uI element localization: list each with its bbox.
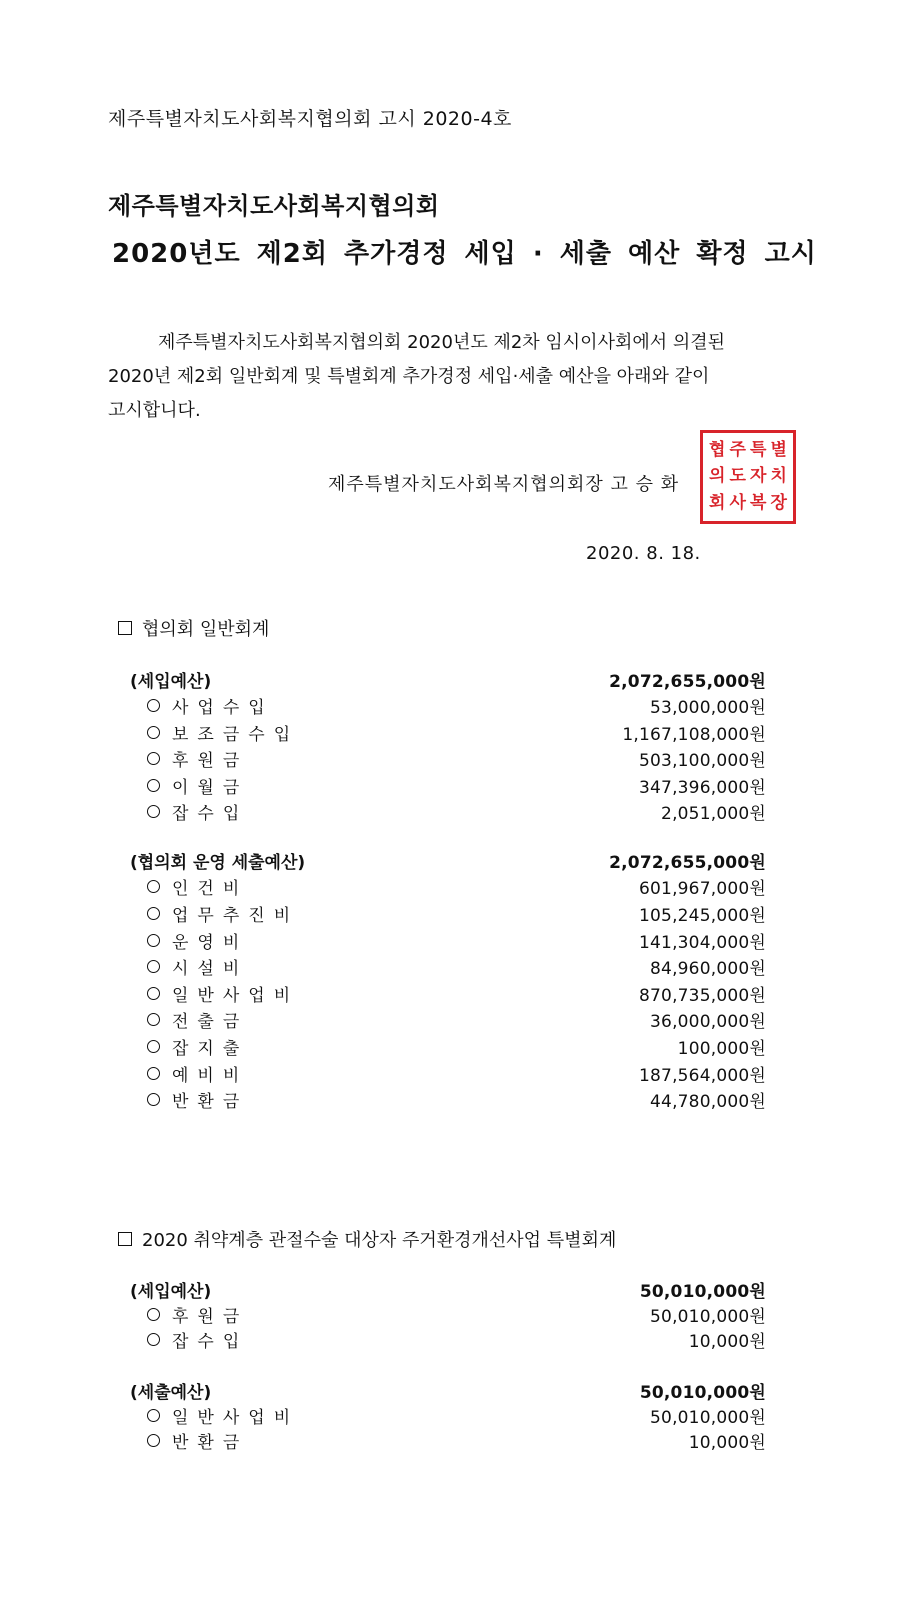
circle-bullet-icon bbox=[147, 779, 160, 792]
body-line-1: 제주특별자치도사회복지협의회 2020년도 제2차 임시이사회에서 의결된 bbox=[158, 332, 726, 353]
section-heading-text: 2020 취약계층 관절수술 대상자 주거환경개선사업 특별회계 bbox=[142, 1230, 617, 1251]
seal-characters: 협 주 특 별 의 도 자 치 회 사 복 장 bbox=[709, 439, 787, 514]
general-revenue-table bbox=[130, 666, 766, 825]
revenue-total-row bbox=[130, 1277, 766, 1302]
circle-bullet-icon bbox=[147, 987, 160, 1000]
list-item: 보조금수입 1,167,108,000원 bbox=[130, 719, 766, 746]
official-seal bbox=[700, 430, 796, 524]
circle-bullet-icon bbox=[147, 1067, 160, 1080]
list-item: 일반사업비 50,010,000원 bbox=[130, 1403, 766, 1428]
expense-total: 2,072,655,000원 bbox=[609, 852, 766, 873]
circle-bullet-icon bbox=[147, 934, 160, 947]
notice-number: 제주특별자치도사회복지협의회 고시 2020-4호 bbox=[108, 108, 512, 130]
checkbox-square-icon bbox=[118, 621, 132, 635]
circle-bullet-icon bbox=[147, 1434, 160, 1447]
list-item: 잡수입 10,000원 bbox=[130, 1327, 766, 1352]
body-line-2: 2020년 제2회 일반회계 및 특별회계 추가경정 세입·세출 예산을 아래와 같이 bbox=[108, 366, 710, 387]
list-item: 이월금 347,396,000원 bbox=[130, 772, 766, 799]
general-expense-table bbox=[130, 847, 766, 1113]
expense-total: 50,010,000원 bbox=[639, 1383, 766, 1403]
list-item: 반환금 10,000원 bbox=[130, 1428, 766, 1453]
circle-bullet-icon bbox=[147, 699, 160, 712]
special-expense-table bbox=[130, 1378, 766, 1453]
body-paragraph bbox=[108, 326, 776, 428]
document-title-org: 제주특별자치도사회복지협의회 bbox=[108, 192, 440, 220]
list-item: 사업수입 53,000,000원 bbox=[130, 693, 766, 720]
circle-bullet-icon bbox=[147, 1308, 160, 1321]
expense-label: (세출예산) bbox=[130, 1383, 212, 1403]
list-item: 운영비 141,304,000원 bbox=[130, 927, 766, 954]
circle-bullet-icon bbox=[147, 1333, 160, 1346]
section-heading-special bbox=[118, 1226, 616, 1252]
list-item: 시설비 84,960,000원 bbox=[130, 953, 766, 980]
circle-bullet-icon bbox=[147, 1409, 160, 1422]
list-item: 잡수입 2,051,000원 bbox=[130, 799, 766, 826]
revenue-total: 50,010,000원 bbox=[639, 1282, 766, 1302]
document-title: 2020년도 제2회 추가경정 세입 · 세출 예산 확정 고시 bbox=[112, 239, 817, 269]
list-item: 반환금 44,780,000원 bbox=[130, 1086, 766, 1113]
circle-bullet-icon bbox=[147, 1040, 160, 1053]
section-heading-text: 협의회 일반회계 bbox=[142, 619, 270, 640]
circle-bullet-icon bbox=[147, 1013, 160, 1026]
circle-bullet-icon bbox=[147, 960, 160, 973]
checkbox-square-icon bbox=[118, 1232, 132, 1246]
revenue-total-row bbox=[130, 666, 766, 693]
revenue-total: 2,072,655,000원 bbox=[609, 671, 766, 692]
revenue-label: (세입예산) bbox=[130, 671, 212, 692]
list-item: 예비비 187,564,000원 bbox=[130, 1060, 766, 1087]
list-item: 후원금 50,010,000원 bbox=[130, 1302, 766, 1327]
circle-bullet-icon bbox=[147, 1093, 160, 1106]
list-item: 인건비 601,967,000원 bbox=[130, 874, 766, 901]
body-line-3: 고시합니다. bbox=[108, 400, 201, 421]
circle-bullet-icon bbox=[147, 907, 160, 920]
signature-line: 제주특별자치도사회복지협의회장 고 승 화 bbox=[328, 474, 680, 495]
expense-total-row bbox=[130, 1378, 766, 1403]
list-item: 전출금 36,000,000원 bbox=[130, 1007, 766, 1034]
list-item: 후원금 503,100,000원 bbox=[130, 746, 766, 773]
special-revenue-table bbox=[130, 1277, 766, 1352]
circle-bullet-icon bbox=[147, 752, 160, 765]
notice-date: 2020. 8. 18. bbox=[586, 543, 701, 564]
list-item: 일반사업비 870,735,000원 bbox=[130, 980, 766, 1007]
circle-bullet-icon bbox=[147, 726, 160, 739]
list-item: 잡지출 100,000원 bbox=[130, 1033, 766, 1060]
list-item: 업무추진비 105,245,000원 bbox=[130, 900, 766, 927]
expense-label: (협의회 운영 세출예산) bbox=[130, 852, 306, 873]
circle-bullet-icon bbox=[147, 880, 160, 893]
revenue-label: (세입예산) bbox=[130, 1282, 212, 1302]
section-heading-general bbox=[118, 615, 269, 641]
expense-total-row bbox=[130, 847, 766, 874]
circle-bullet-icon bbox=[147, 805, 160, 818]
